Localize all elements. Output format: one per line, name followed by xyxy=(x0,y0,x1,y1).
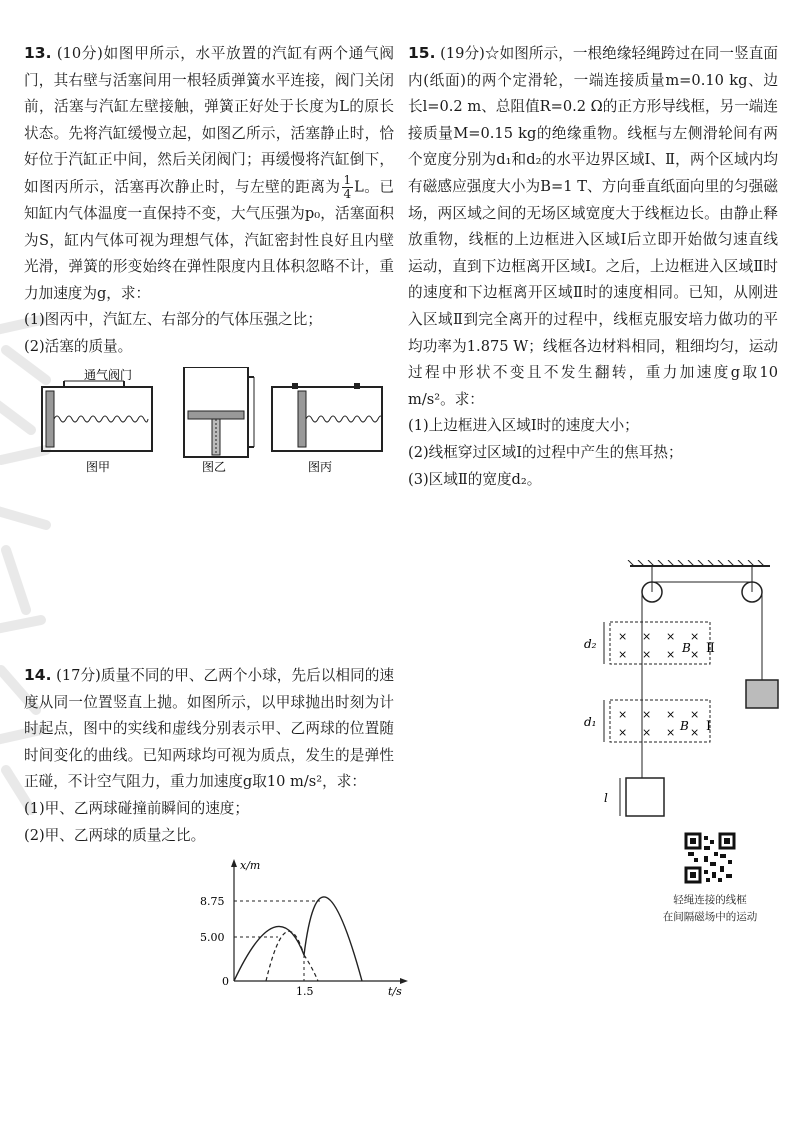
svg-text:d₁: d₁ xyxy=(584,715,597,729)
svg-text:×: × xyxy=(642,726,652,739)
question-13 xyxy=(24,40,394,479)
sub-question: (1)甲、乙两球碰撞前瞬间的速度； xyxy=(24,799,249,817)
curve-yi-dashed xyxy=(266,931,304,981)
sub-question: (1)上边框进入区域Ⅰ时的速度大小； xyxy=(408,417,639,435)
svg-text:×: × xyxy=(642,708,652,721)
sub-question: (3)区域Ⅱ的宽度d₂。 xyxy=(408,470,542,488)
position-time-graph xyxy=(194,857,414,997)
svg-text:×: × xyxy=(666,726,676,739)
svg-text:×: × xyxy=(642,630,652,643)
svg-text:×: × xyxy=(690,630,700,643)
question-14 xyxy=(24,662,402,998)
tick-1.5: 1.5 xyxy=(296,985,314,998)
svg-text:l: l xyxy=(604,791,608,805)
curve-jia-after xyxy=(304,897,362,981)
x-axis-label: t/s xyxy=(388,985,402,998)
svg-text:图乙: 图乙 xyxy=(202,459,227,474)
svg-text:B: B xyxy=(680,719,689,733)
question-number: 15. xyxy=(408,44,436,62)
svg-text:×: × xyxy=(618,630,628,643)
svg-text:d₂: d₂ xyxy=(584,637,597,651)
curve-jia-solid xyxy=(234,927,304,982)
svg-text:图丙: 图丙 xyxy=(308,459,333,474)
svg-text:Ⅱ: Ⅱ xyxy=(706,641,715,656)
figure-jia xyxy=(42,367,152,474)
svg-text:通气阀门: 通气阀门 xyxy=(84,367,133,382)
y-axis-label: x/m xyxy=(240,859,261,873)
figure-bing xyxy=(272,383,382,474)
question-number: 14. xyxy=(24,666,52,684)
qr-caption: 轻绳连接的线框 在间隔磁场中的运动 xyxy=(662,894,758,923)
tick-8.75: 8.75 xyxy=(200,895,225,909)
question-text-continued: L。已知缸内气体温度一直保持不变，大气压强为p₀，活塞面积为S，缸内气体可视为理想气体，汽缸密封性良好且内壁光滑，弹簧的形变始终在弹性限度内且体积忽略不计，重力加速度为g，求： xyxy=(24,178,394,302)
svg-text:×: × xyxy=(618,726,628,739)
cylinder-figures xyxy=(24,367,384,479)
question-text: 如图甲所示，水平放置的汽缸有两个通气阀门，其右壁与活塞间用一根轻质弹簧水平连接，阀门关闭前，活塞与汽缸左壁接触，弹簧正好处于长度为L的原长状态。先将汽缸缓慢立起，如图乙所示，活塞静止时，恰好位于汽缸正中间，然后关闭阀门；再缓慢将汽缸倒下，如图丙所示，活塞再次静止时，与左壁的距离为 xyxy=(24,45,394,196)
fraction: $\frac{1}{4}$ xyxy=(343,172,352,201)
question-score: (19分)☆ xyxy=(440,45,500,62)
svg-text:B: B xyxy=(682,641,691,655)
question-number: 13. xyxy=(24,44,52,62)
qr-code[interactable] xyxy=(684,832,736,884)
svg-text:×: × xyxy=(690,726,700,739)
question-score: (10分) xyxy=(56,45,103,62)
sub-question: (2)甲、乙两球的质量之比。 xyxy=(24,826,206,844)
svg-text:×: × xyxy=(666,648,676,661)
question-text: 如图所示，一根绝缘轻绳跨过在同一竖直面内(纸面)的两个定滑轮，一端连接质量m=0.10 kg、边长l=0.2 m、总阻值R=0.2 Ω的正方形导线框，另一端连接质量M=0.15 kg的绝缘重物。线框与左侧滑轮间有两个宽度分别为d₁和d₂的水平边界区域Ⅰ、Ⅱ，两个区域内均有磁感应强度大小为B=1 T、方向垂直纸面向里的匀强磁场，两区域之间的无场区域宽度大于线框边长。由静止释放重物，线框的上边框进入区域Ⅰ后立即开始做匀速直线运动，直到下边框离开区域Ⅰ。之后，上边框进入区域Ⅱ时的速度和下边框离开区域Ⅱ时的速度相同。已知，从刚进入区域Ⅱ到完全离开的过程中，线框克服安培力做功的平均功率为1.875 W；线框各边材料相同，粗细均匀，运动过程中形状不变且不发生翻转，重力加速度g取10 m/s²。求： xyxy=(408,45,778,408)
svg-text:×: × xyxy=(690,708,700,721)
question-15 xyxy=(408,40,778,493)
svg-text:图甲: 图甲 xyxy=(86,459,111,474)
sub-question: (2)线框穿过区域Ⅰ的过程中产生的焦耳热； xyxy=(408,443,683,461)
question-text: 质量不同的甲、乙两个小球，先后以相同的速度从同一位置竖直上抛。如图所示，以甲球抛出时刻为计时起点，图中的实线和虚线分别表示甲、乙两球的位置随时间变化的曲线。已知两球均可视为质点，发生的是弹性正碰，不计空气阻力，重力加速度g取10 m/s²，求： xyxy=(24,667,394,791)
svg-text:×: × xyxy=(618,708,628,721)
svg-text:×: × xyxy=(642,648,652,661)
svg-text:Ⅰ: Ⅰ xyxy=(706,719,712,734)
question-score: (17分) xyxy=(56,667,101,684)
sub-question: (2)活塞的质量。 xyxy=(24,338,133,356)
svg-text:×: × xyxy=(666,708,676,721)
sub-question: (1)图丙中，汽缸左、右部分的气体压强之比； xyxy=(24,311,322,329)
wire-frame xyxy=(626,778,664,816)
tick-5.00: 5.00 xyxy=(200,931,225,945)
weight-block xyxy=(746,680,778,708)
svg-text:×: × xyxy=(666,630,676,643)
svg-text:×: × xyxy=(618,648,628,661)
svg-text:×: × xyxy=(690,648,700,661)
pulley-field-figure xyxy=(580,560,780,830)
tick-origin: 0 xyxy=(222,975,229,989)
figure-yi xyxy=(184,367,254,474)
